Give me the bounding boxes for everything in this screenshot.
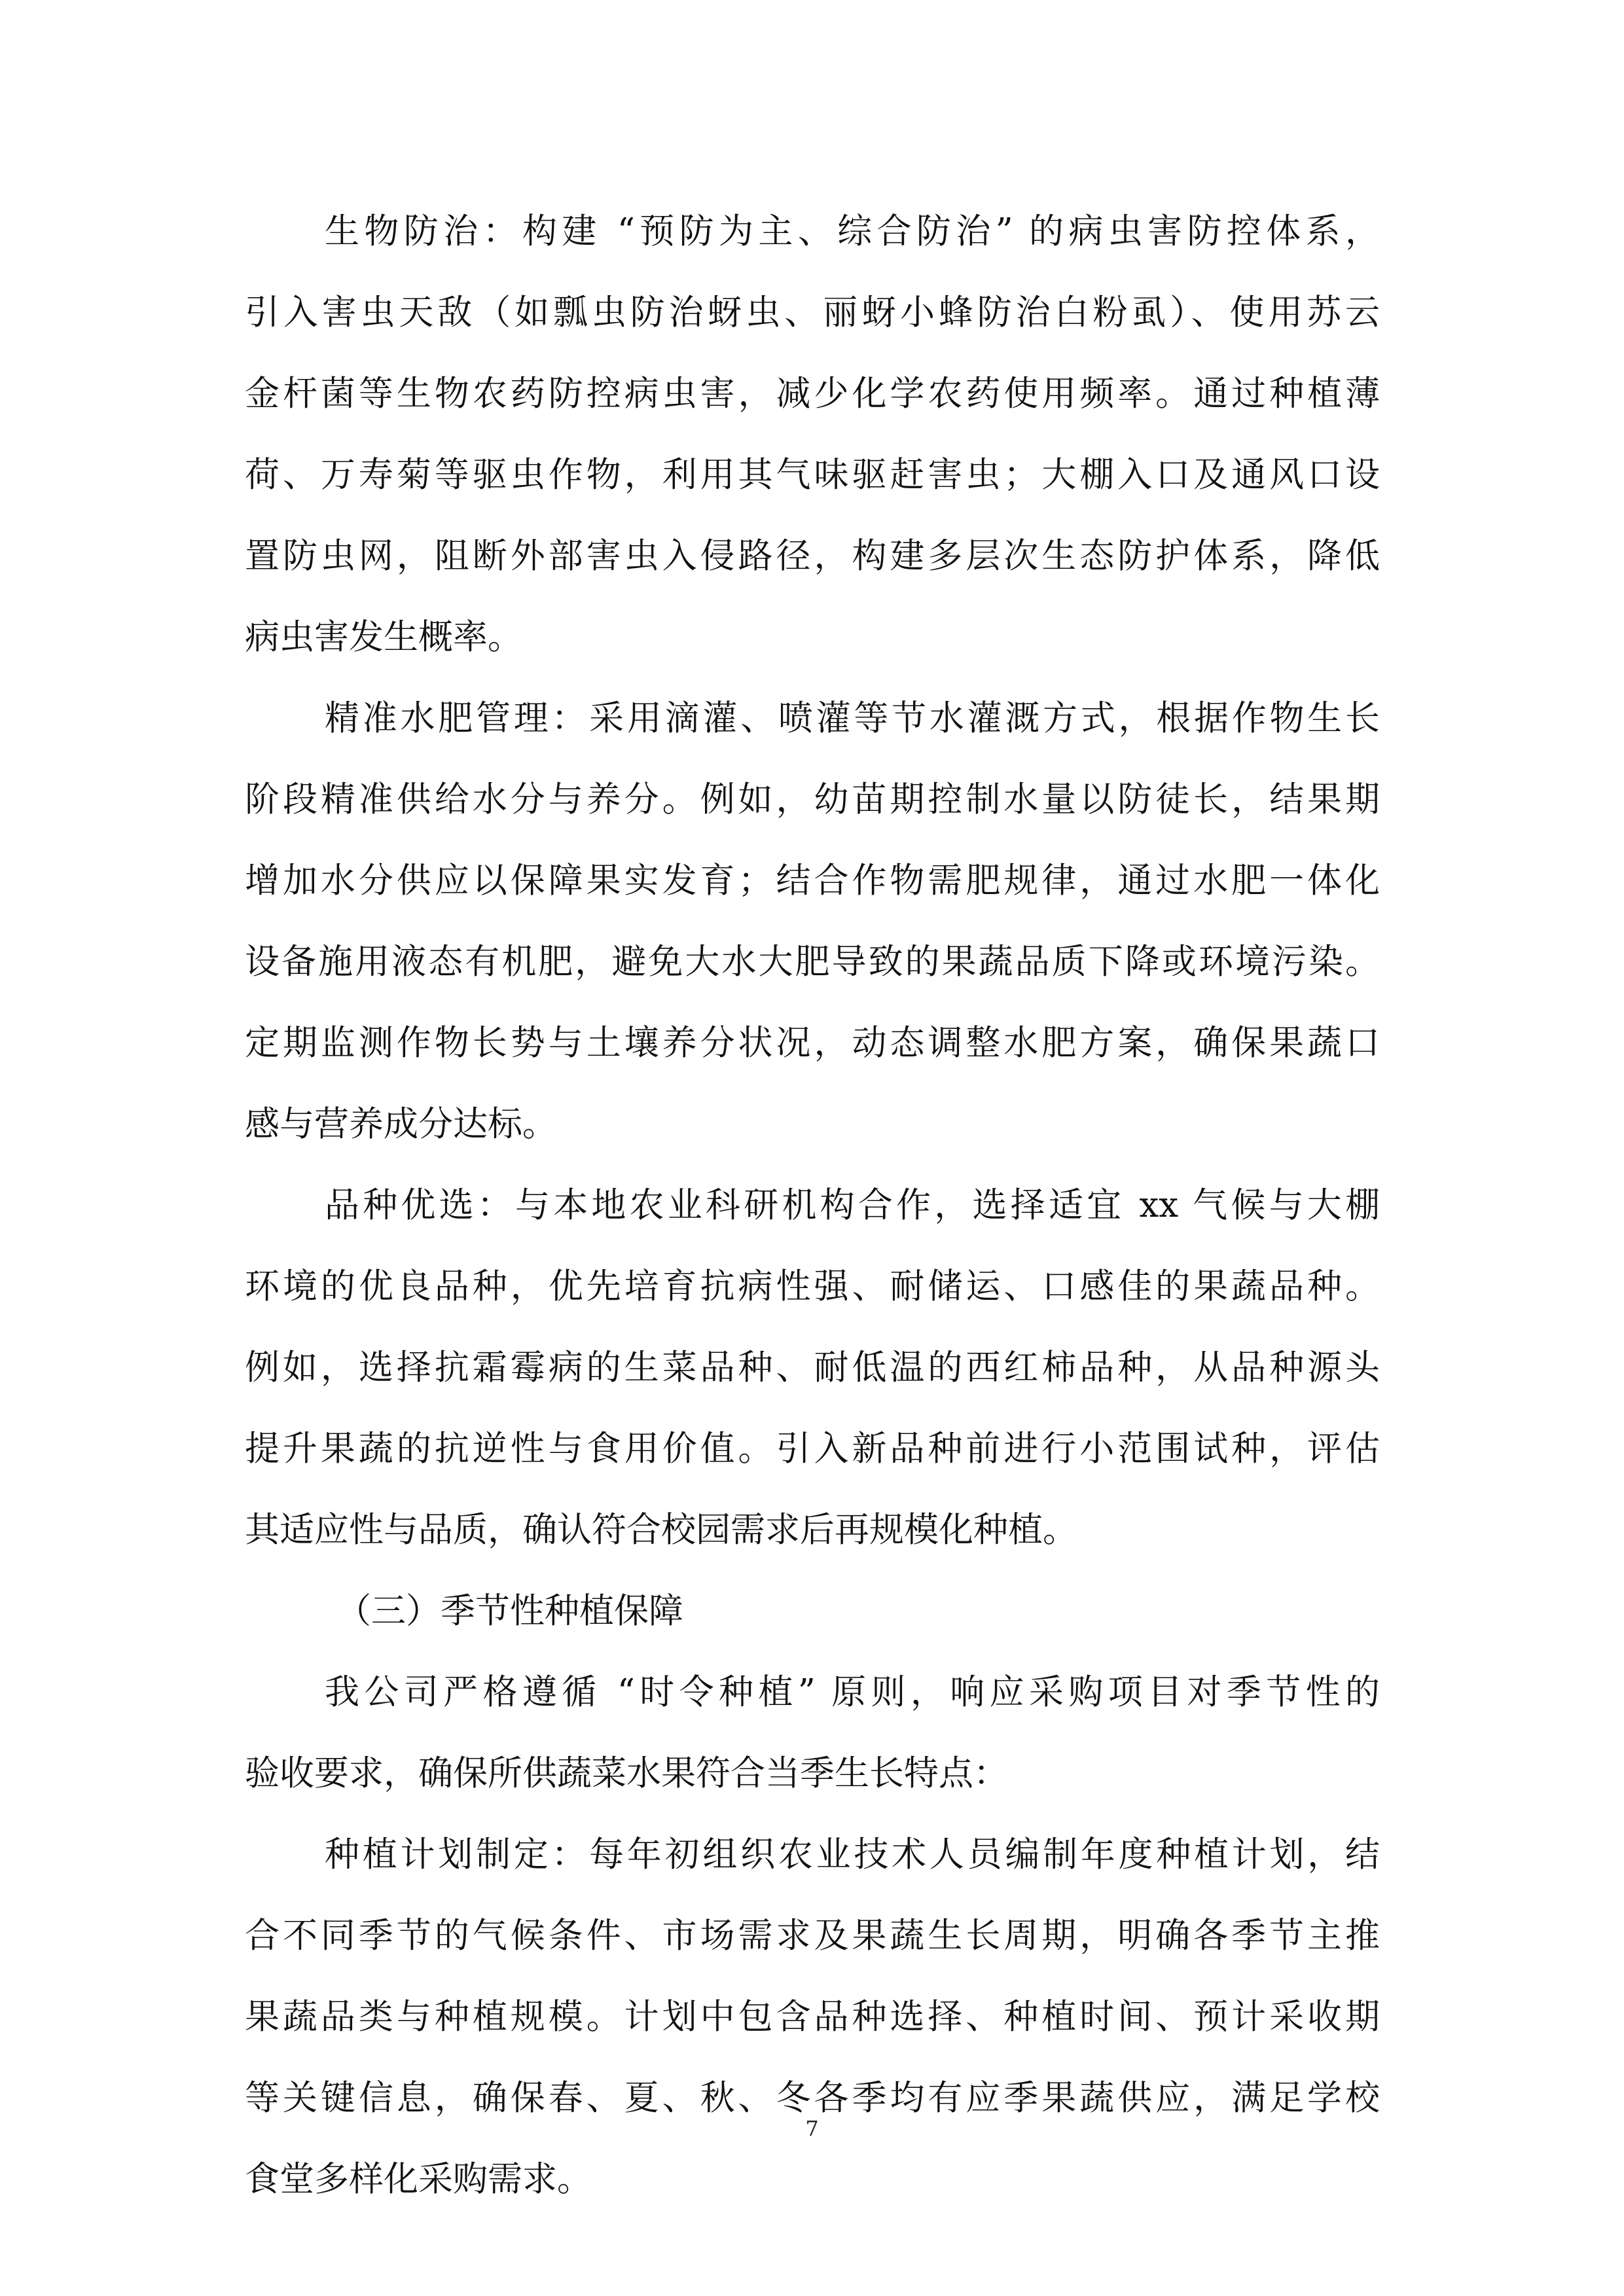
section-heading: （三）季节性种植保障 bbox=[336, 1591, 683, 1631]
text-line: 引入害虫天敌（如瓢虫防治蚜虫、丽蚜小蜂防治白粉虱）、使用苏云 bbox=[245, 293, 1380, 332]
text-line: 品种优选：与本地农业科研机构合作，选择适宜 xx 气候与大棚 bbox=[325, 1185, 1380, 1225]
text-line: 等关键信息，确保春、夏、秋、冬各季均有应季果蔬供应，满足学校 bbox=[245, 2078, 1380, 2118]
text-line: 我公司严格遵循 “时令种植” 原则，响应采购项目对季节性的 bbox=[325, 1672, 1380, 1712]
text-line: 食堂多样化采购需求。 bbox=[245, 2159, 592, 2199]
text-line: 生物防治：构建 “预防为主、综合防治” 的病虫害防控体系， bbox=[325, 211, 1380, 251]
text-line: 其适应性与品质，确认符合校园需求后再规模化种植。 bbox=[245, 1510, 1077, 1550]
text-line: 阶段精准供给水分与养分。例如，幼苗期控制水量以防徒长，结果期 bbox=[245, 780, 1380, 819]
text-line: 精准水肥管理：采用滴灌、喷灌等节水灌溉方式，根据作物生长 bbox=[325, 698, 1380, 738]
text-line: 环境的优良品种，优先培育抗病性强、耐储运、口感佳的果蔬品种。 bbox=[245, 1266, 1380, 1306]
text-line: 定期监测作物长势与土壤养分状况，动态调整水肥方案，确保果蔬口 bbox=[245, 1023, 1380, 1063]
page-number: 7 bbox=[805, 2116, 819, 2141]
text-line: 验收要求，确保所供蔬菜水果符合当季生长特点： bbox=[245, 1753, 1008, 1793]
text-line: 设备施用液态有机肥，避免大水大肥导致的果蔬品质下降或环境污染。 bbox=[245, 942, 1380, 982]
text-line: 增加水分供应以保障果实发育；结合作物需肥规律，通过水肥一体化 bbox=[245, 861, 1380, 901]
text-line: 病虫害发生概率。 bbox=[245, 617, 522, 657]
text-line: 感与营养成分达标。 bbox=[245, 1104, 557, 1144]
text-line: 荷、万寿菊等驱虫作物，利用其气味驱赶害虫；大棚入口及通风口设 bbox=[245, 455, 1380, 495]
body-text bbox=[245, 191, 1380, 2220]
text-line: 果蔬品类与种植规模。计划中包含品种选择、种植时间、预计采收期 bbox=[245, 1997, 1380, 2037]
text-line: 置防虫网，阻断外部害虫入侵路径，构建多层次生态防护体系，降低 bbox=[245, 536, 1380, 576]
text-line: 种植计划制定：每年初组织农业技术人员编制年度种植计划，结 bbox=[325, 1835, 1380, 1874]
text-line: 提升果蔬的抗逆性与食用价值。引入新品种前进行小范围试种，评估 bbox=[245, 1429, 1380, 1469]
text-line: 例如，选择抗霜霉病的生菜品种、耐低温的西红柿品种，从品种源头 bbox=[245, 1348, 1380, 1388]
text-line: 金杆菌等生物农药防控病虫害，减少化学农药使用频率。通过种植薄 bbox=[245, 374, 1380, 414]
text-line: 合不同季节的气候条件、市场需求及果蔬生长周期，明确各季节主推 bbox=[245, 1916, 1380, 1956]
